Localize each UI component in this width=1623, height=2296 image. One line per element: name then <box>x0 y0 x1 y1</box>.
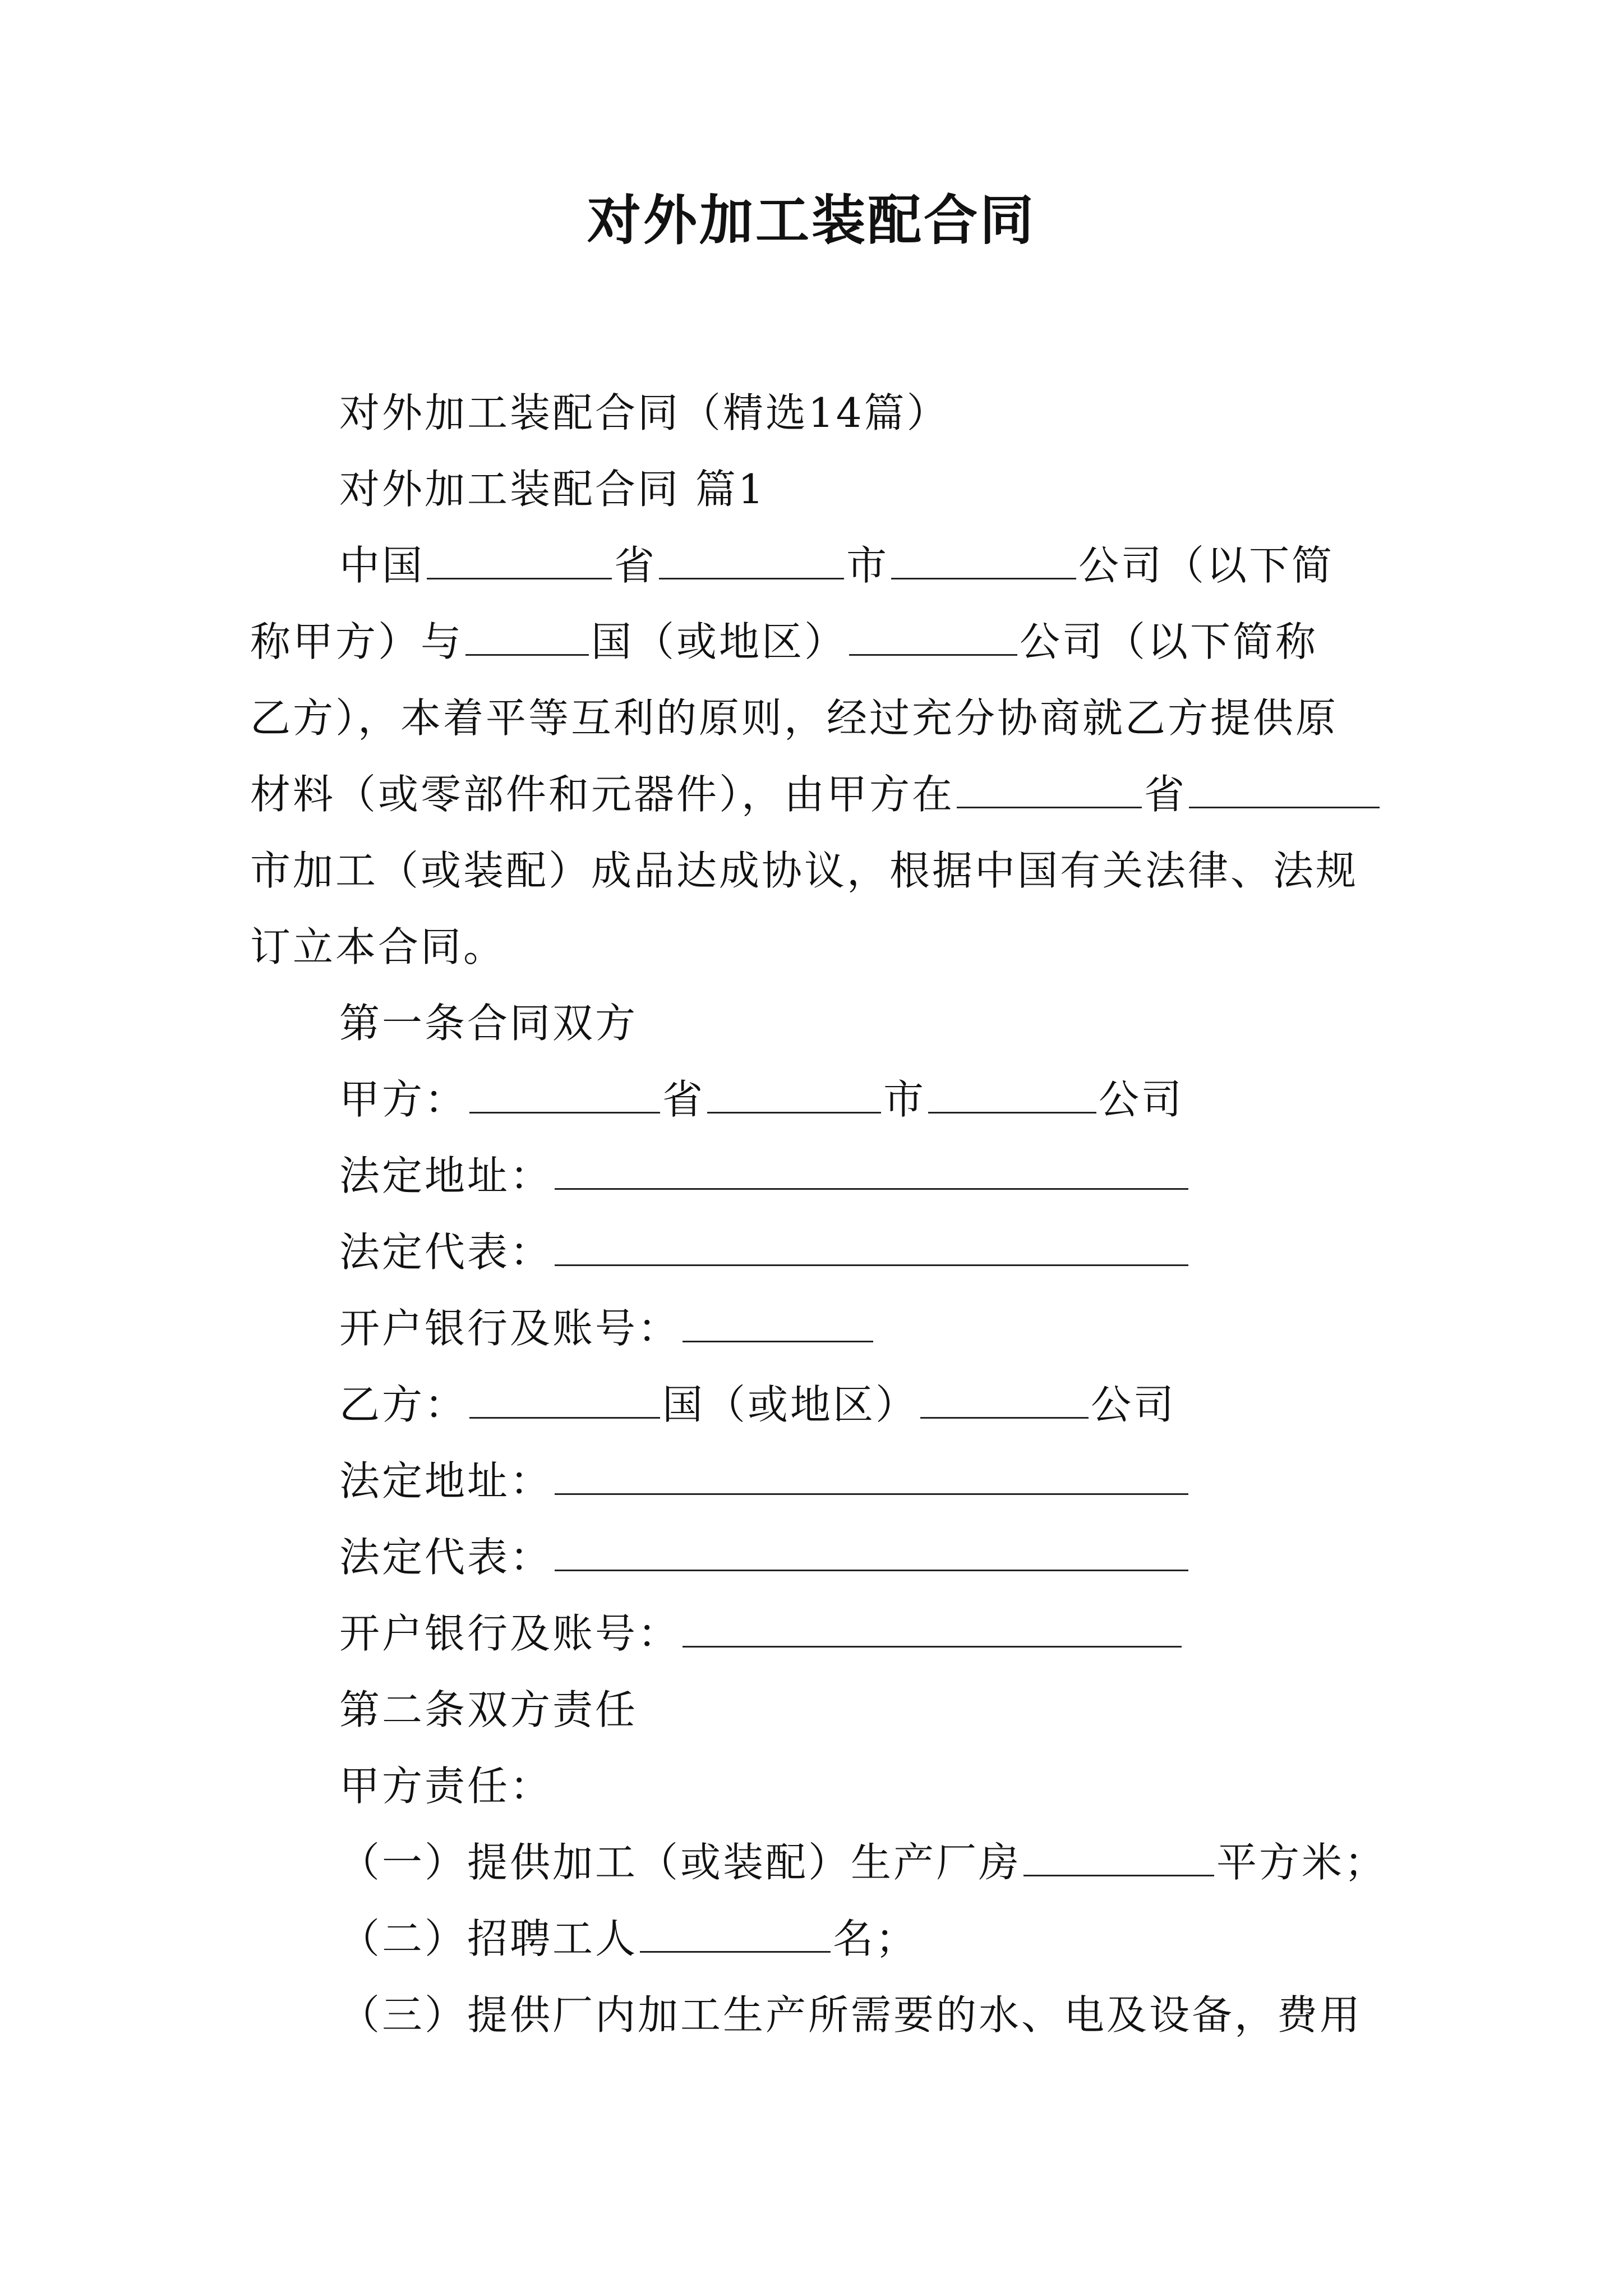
party-b-rep-line: 法定代表： <box>339 1537 1191 1577</box>
blank-field <box>1023 1842 1214 1876</box>
party-b-line: 乙方： 国（或地区） 公司 <box>339 1381 1177 1428</box>
blank-field <box>1189 774 1380 808</box>
party-a-address-line: 法定地址： <box>339 1156 1191 1196</box>
article1-heading: 第一条合同双方 <box>339 1000 638 1047</box>
duty-item-1: （一）提供加工（或装配）生产厂房 平方米； <box>339 1839 1387 1886</box>
intro-line-1: 中国 省 市 公司（以下简 <box>339 542 1335 589</box>
blank-field <box>849 622 1017 656</box>
blank-field <box>928 1079 1096 1114</box>
duty-item-3: （三）提供厂内加工生产所需要的水、电及设备，费用 <box>339 1991 1363 2039</box>
document-subtitle: 对外加工装配合同（精选14篇） <box>339 389 949 436</box>
blank-field <box>683 1308 873 1342</box>
duty-item-2: （二）招聘工人 名； <box>339 1915 919 1962</box>
party-a-duty-heading: 甲方责任： <box>339 1763 553 1810</box>
blank-field <box>957 774 1142 808</box>
blank-field <box>707 1079 881 1114</box>
party-b-bank-line: 开户银行及账号： <box>339 1613 1184 1654</box>
document-title: 对外加工装配合同 <box>587 188 1036 252</box>
party-a-line: 甲方： 省 市 公司 <box>339 1076 1184 1123</box>
blank-field <box>891 545 1076 579</box>
intro-line-5: 市加工（或装配）成品达成协议，根据中国有关法律、法规 <box>250 847 1359 894</box>
blank-field <box>640 1918 831 1953</box>
blank-field <box>427 545 612 579</box>
blank-field <box>659 545 844 579</box>
blank-field <box>555 1461 1188 1495</box>
article2-heading: 第二条双方责任 <box>339 1686 638 1733</box>
intro-line-4: 材料（或零部件和元器件），由甲方在 省 <box>250 774 1382 815</box>
blank-field <box>555 1232 1188 1266</box>
blank-field <box>555 1537 1188 1571</box>
intro-line-6: 订立本合同。 <box>250 923 506 970</box>
blank-field <box>555 1156 1188 1190</box>
party-b-address-line: 法定地址： <box>339 1461 1191 1501</box>
intro-line-3: 乙方），本着平等互利的原则，经过充分协商就乙方提供原 <box>250 694 1339 742</box>
intro-line-2: 称甲方）与 国（或地区） 公司（以下简称 <box>250 618 1318 665</box>
blank-field <box>469 1384 660 1419</box>
blank-field <box>920 1384 1089 1419</box>
party-a-bank-line: 开户银行及账号： <box>339 1308 875 1349</box>
blank-field <box>465 622 589 656</box>
blank-field <box>469 1079 660 1114</box>
party-a-rep-line: 法定代表： <box>339 1232 1191 1272</box>
section-heading: 对外加工装配合同 篇1 <box>339 466 766 513</box>
blank-field <box>683 1613 1182 1648</box>
